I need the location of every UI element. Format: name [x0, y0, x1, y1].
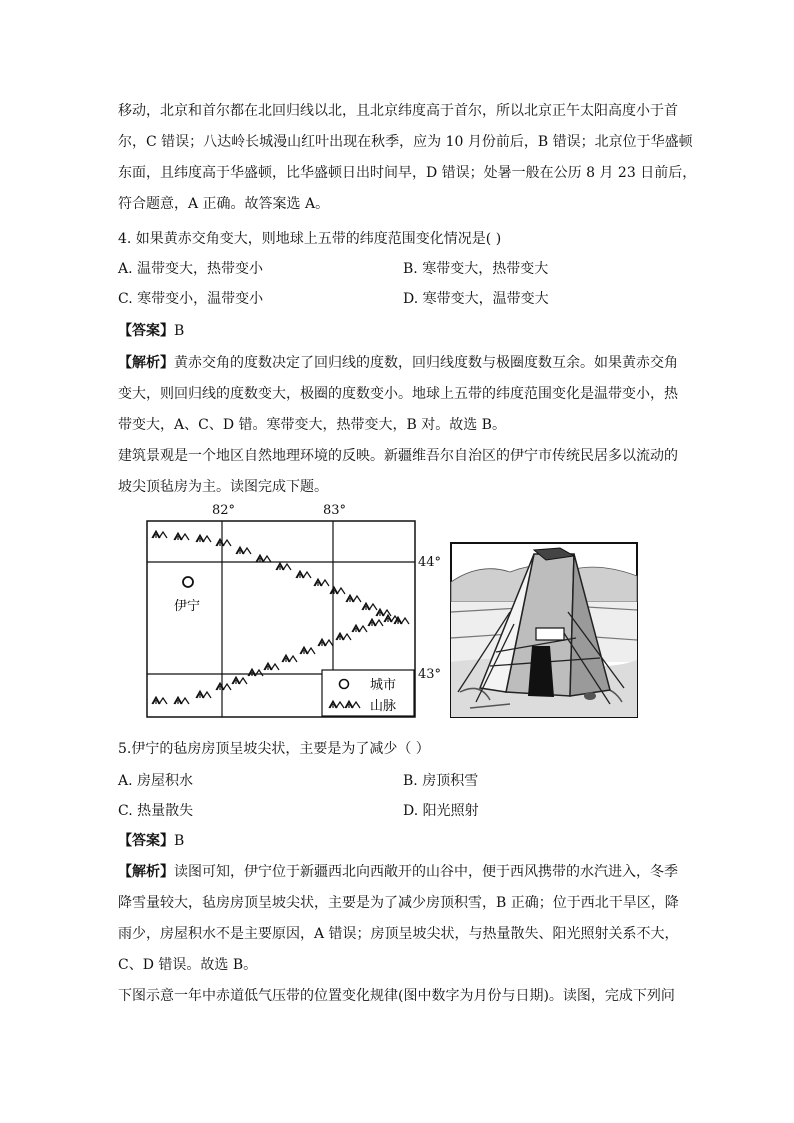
answer-tag: 【答案】: [118, 323, 174, 339]
legend-box: [322, 670, 414, 716]
answer-value: B: [174, 833, 185, 849]
text-line: 降雪量较大，毡房房顶呈坡尖状，主要是为了减少房顶积雪，B 正确；位于西北干旱区，降: [118, 895, 679, 911]
material-paragraph: [118, 441, 678, 503]
text-line: 雨少，房屋积水不是主要原因，A 错误；房顶呈坡尖状，与热量散失、阳光照射关系不大，: [118, 926, 679, 942]
text-line: 变大，则回归线的度数变大，极圈的度数变小。地球上五带的纬度范围变化是温带变小，热: [118, 386, 678, 402]
city-label: 伊宁: [174, 599, 201, 614]
legend-city-label: 城市: [370, 678, 397, 693]
q4-stem: 4. 如果黄赤交角变大，则地球上五带的纬度范围变化情况是( ): [118, 231, 502, 247]
lat-label-44: 44°: [418, 555, 442, 570]
text-line: 符合题意，A 正确。故答案选 A。: [118, 196, 330, 212]
text-line: 坡尖顶毡房为主。读图完成下题。: [118, 479, 328, 495]
text-line: 【解析】读图可知，伊宁位于新疆西北向西敞开的山谷中，便于西风携带的水汽进入，冬季: [118, 864, 678, 880]
city-marker: [183, 577, 193, 587]
legend-mountain-label: 山脉: [370, 699, 397, 714]
q5-option-c: C. 热量散失: [118, 803, 194, 819]
text-line: 带变大，A、C、D 错。寒带变大，热带变大，B 对。故选 B。: [118, 417, 506, 433]
q4-option-a: A. 温带变大，热带变小: [118, 261, 264, 277]
text-line: 尔，C 错误；八达岭长城漫山红叶出现在秋季，应为 10 月份前后，B 错误；北京位于华盛顿: [118, 134, 693, 150]
q5-stem: 5.伊宁的毡房房顶呈坡尖状，主要是为了减少（ ）: [118, 741, 430, 757]
q4-option-d: D. 寒带变大，温带变大: [403, 291, 549, 307]
next-question-intro: 下图示意一年中赤道低气压带的位置变化规律(图中数字为月份与日期)。读图，完成下列问: [118, 988, 675, 1004]
figure: [146, 503, 638, 720]
text-line: 建筑景观是一个地区自然地理环境的反映。新疆维吾尔自治区的伊宁市传统民居多以流动的: [118, 448, 678, 464]
lat-label-43: 43°: [418, 667, 442, 682]
q4-answer: [118, 316, 678, 347]
q4-analysis: [118, 348, 678, 441]
yurt-illustration: [450, 542, 638, 718]
q5-option-b: B. 房顶积雪: [403, 773, 479, 789]
intro-paragraph: [118, 96, 697, 220]
text-line: C、D 错误。故选 B。: [118, 957, 258, 973]
answer-tag: 【答案】: [118, 833, 174, 849]
analysis-tag: 【解析】: [118, 355, 174, 371]
q5-option-a: A. 房屋积水: [118, 773, 194, 789]
q5-answer: [118, 826, 678, 857]
analysis-tag: 【解析】: [118, 864, 174, 880]
lon-label-83: 83°: [323, 503, 347, 518]
text-line: 移动，北京和首尔都在北回归线以北，且北京纬度高于首尔，所以北京正午太阳高度小于首: [118, 103, 678, 119]
lon-label-82: 82°: [212, 503, 236, 518]
q5-analysis: [118, 857, 678, 981]
q5-option-d: D. 阳光照射: [403, 803, 479, 819]
text-line: 东面，且纬度高于华盛顿，比华盛顿日出时间早，D 错误；处暑一般在公历 8 月 23 日前后，: [118, 165, 697, 181]
text-line: 【解析】黄赤交角的度数决定了回归线的度数，回归线度数与极圈度数互余。如果黄赤交角: [118, 355, 678, 371]
q4-option-c: C. 寒带变小，温带变小: [118, 291, 264, 307]
yining-map: [146, 520, 418, 718]
legend-city-marker: [340, 680, 349, 689]
answer-value: B: [174, 323, 185, 339]
q4-option-b: B. 寒带变大，热带变大: [403, 261, 549, 277]
